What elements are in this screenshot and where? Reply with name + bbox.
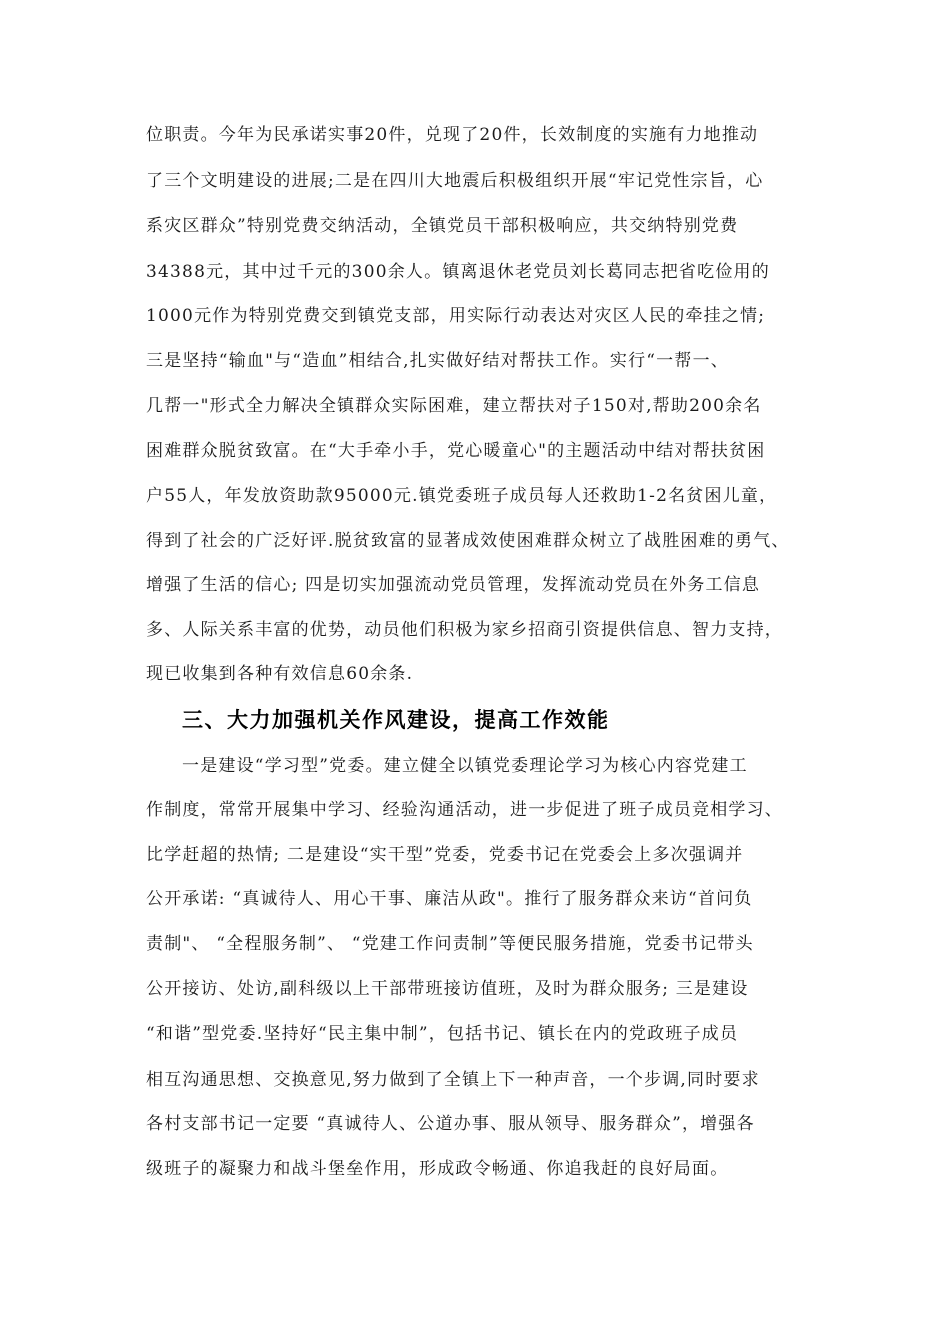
body-text-line: 多、人际关系丰富的优势，动员他们积极为家乡招商引资提供信息、智力支持， xyxy=(146,620,783,640)
body-text-line: 三是坚持“输血"与“造血”相结合,扎实做好结对帮扶工作。实行“一帮一、 xyxy=(146,351,729,371)
body-text-line: 困难群众脱贫致富。在“大手牵小手，党心暖童心"的主题活动中结对帮扶贫困 xyxy=(146,441,766,461)
body-text-line: 责制"、 “全程服务制”、 “党建工作问责制”等便民服务措施，党委书记带头 xyxy=(146,934,754,954)
body-text-line: 各村支部书记一定要 “真诚待人、公道办事、服从领导、服务群众”，增强各 xyxy=(146,1114,755,1134)
body-text-line: 1000元作为特别党费交到镇党支部，用实际行动表达对灾区人民的牵挂之情; xyxy=(146,306,766,326)
body-text-line: “和谐”型党委.坚持好“民主集中制”，包括书记、镇长在内的党政班子成员 xyxy=(146,1024,739,1044)
body-text-line: 几帮一"形式全力解决全镇群众实际困难，建立帮扶对子150对,帮助200余名 xyxy=(146,396,762,416)
body-text-line: 比学赶超的热情; 二是建设“实干型”党委，党委书记在党委会上多次强调并 xyxy=(146,845,744,865)
body-text-line: 系灾区群众”特别党费交纳活动，全镇党员干部积极响应，共交纳特别党费 xyxy=(146,216,739,236)
body-text-line: 了三个文明建设的进展;二是在四川大地震后积极组织开展“牢记党性宗旨，心 xyxy=(146,171,764,191)
body-text-line: 现已收集到各种有效信息60余条. xyxy=(146,664,414,684)
body-text-line: 34388元，其中过千元的300余人。镇离退休老党员刘长葛同志把省吃俭用的 xyxy=(146,262,770,282)
body-text-line: 一是建设“学习型”党委。建立健全以镇党委理论学习为核心内容党建工 xyxy=(182,756,748,776)
body-text-line: 户55人，年发放资助款95000元.镇党委班子成员每人还救助1-2名贫困儿童， xyxy=(146,486,778,506)
body-text-line: 增强了生活的信心; 四是切实加强流动党员管理，发挥流动党员在外务工信息 xyxy=(146,575,761,595)
body-text-line: 位职责。今年为民承诺实事20件，兑现了20件，长效制度的实施有力地推动 xyxy=(146,125,759,145)
body-text-line: 级班子的凝聚力和战斗堡垒作用，形成政令畅通、你追我赶的良好局面。 xyxy=(146,1159,729,1179)
section-heading: 三、大力加强机关作风建设，提高工作效能 xyxy=(182,708,610,732)
body-text-line: 相互沟通思想、交换意见,努力做到了全镇上下一种声音，一个步调,同时要求 xyxy=(146,1070,760,1090)
body-text-line: 公开接访、处访,副科级以上干部带班接访值班，及时为群众服务; 三是建设 xyxy=(146,979,749,999)
body-text-line: 作制度，常常开展集中学习、经验沟通活动，进一步促进了班子成员竞相学习、 xyxy=(146,800,783,820)
body-text-line: 公开承诺: “真诚待人、用心干事、廉洁从政"。推行了服务群众来访“首问负 xyxy=(146,889,753,909)
body-text-line: 得到了社会的广泛好评.脱贫致富的显著成效使困难群众树立了战胜困难的勇气、 xyxy=(146,531,790,551)
